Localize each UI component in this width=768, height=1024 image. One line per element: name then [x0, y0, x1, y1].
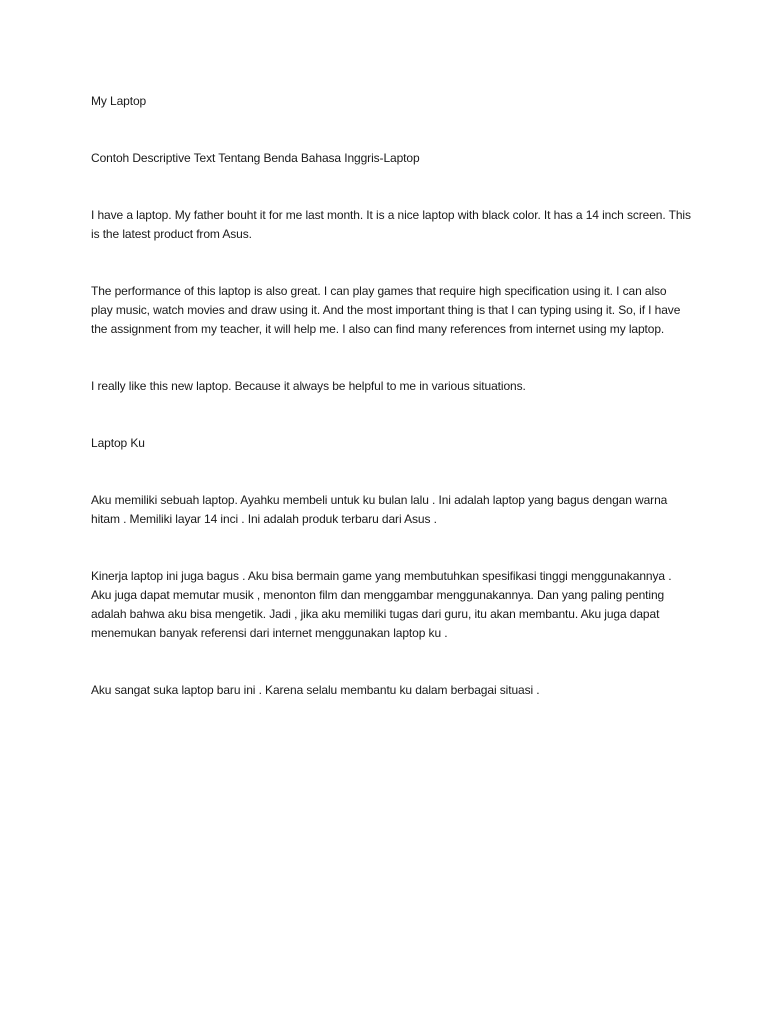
- document-title: My Laptop: [91, 94, 147, 108]
- document-subtitle: Contoh Descriptive Text Tentang Benda Bahasa Inggris-Laptop: [91, 151, 420, 165]
- english-paragraph-2: The performance of this laptop is also great. I can play games that require high specification using it. I can also play music, watch movies and draw using it. And the most important thing is that I can typing using it. So, if I have the assignment from my teacher, it will help me. I also can find many references from internet using my laptop.: [91, 284, 681, 336]
- indonesian-paragraph-3: Aku sangat suka laptop baru ini . Karena selalu membantu ku dalam berbagai situasi .: [91, 683, 540, 697]
- indonesian-paragraph-2: Kinerja laptop ini juga bagus . Aku bisa bermain game yang membutuhkan spesifikasi tinggi menggunakannya . Aku juga dapat memutar musik , menonton film dan menggambar menggunakannya. Dan yang paling penting adalah bahwa aku bisa mengetik. Jadi , jika aku memiliki tugas dari guru, itu akan membantu. Aku juga dapat menemukan banyak referensi dari internet menggunakan laptop ku .: [91, 569, 672, 640]
- translation-title: Laptop Ku: [91, 436, 145, 450]
- document-body: [91, 92, 691, 700]
- english-paragraph-1: I have a laptop. My father bouht it for me last month. It is a nice laptop with black color. It has a 14 inch screen. This is the latest product from Asus.: [91, 208, 691, 241]
- english-paragraph-3: I really like this new laptop. Because it always be helpful to me in various situations.: [91, 379, 526, 393]
- indonesian-paragraph-1: Aku memiliki sebuah laptop. Ayahku membeli untuk ku bulan lalu . Ini adalah laptop yang bagus dengan warna hitam . Memiliki layar 14 inci . Ini adalah produk terbaru dari Asus .: [91, 493, 668, 526]
